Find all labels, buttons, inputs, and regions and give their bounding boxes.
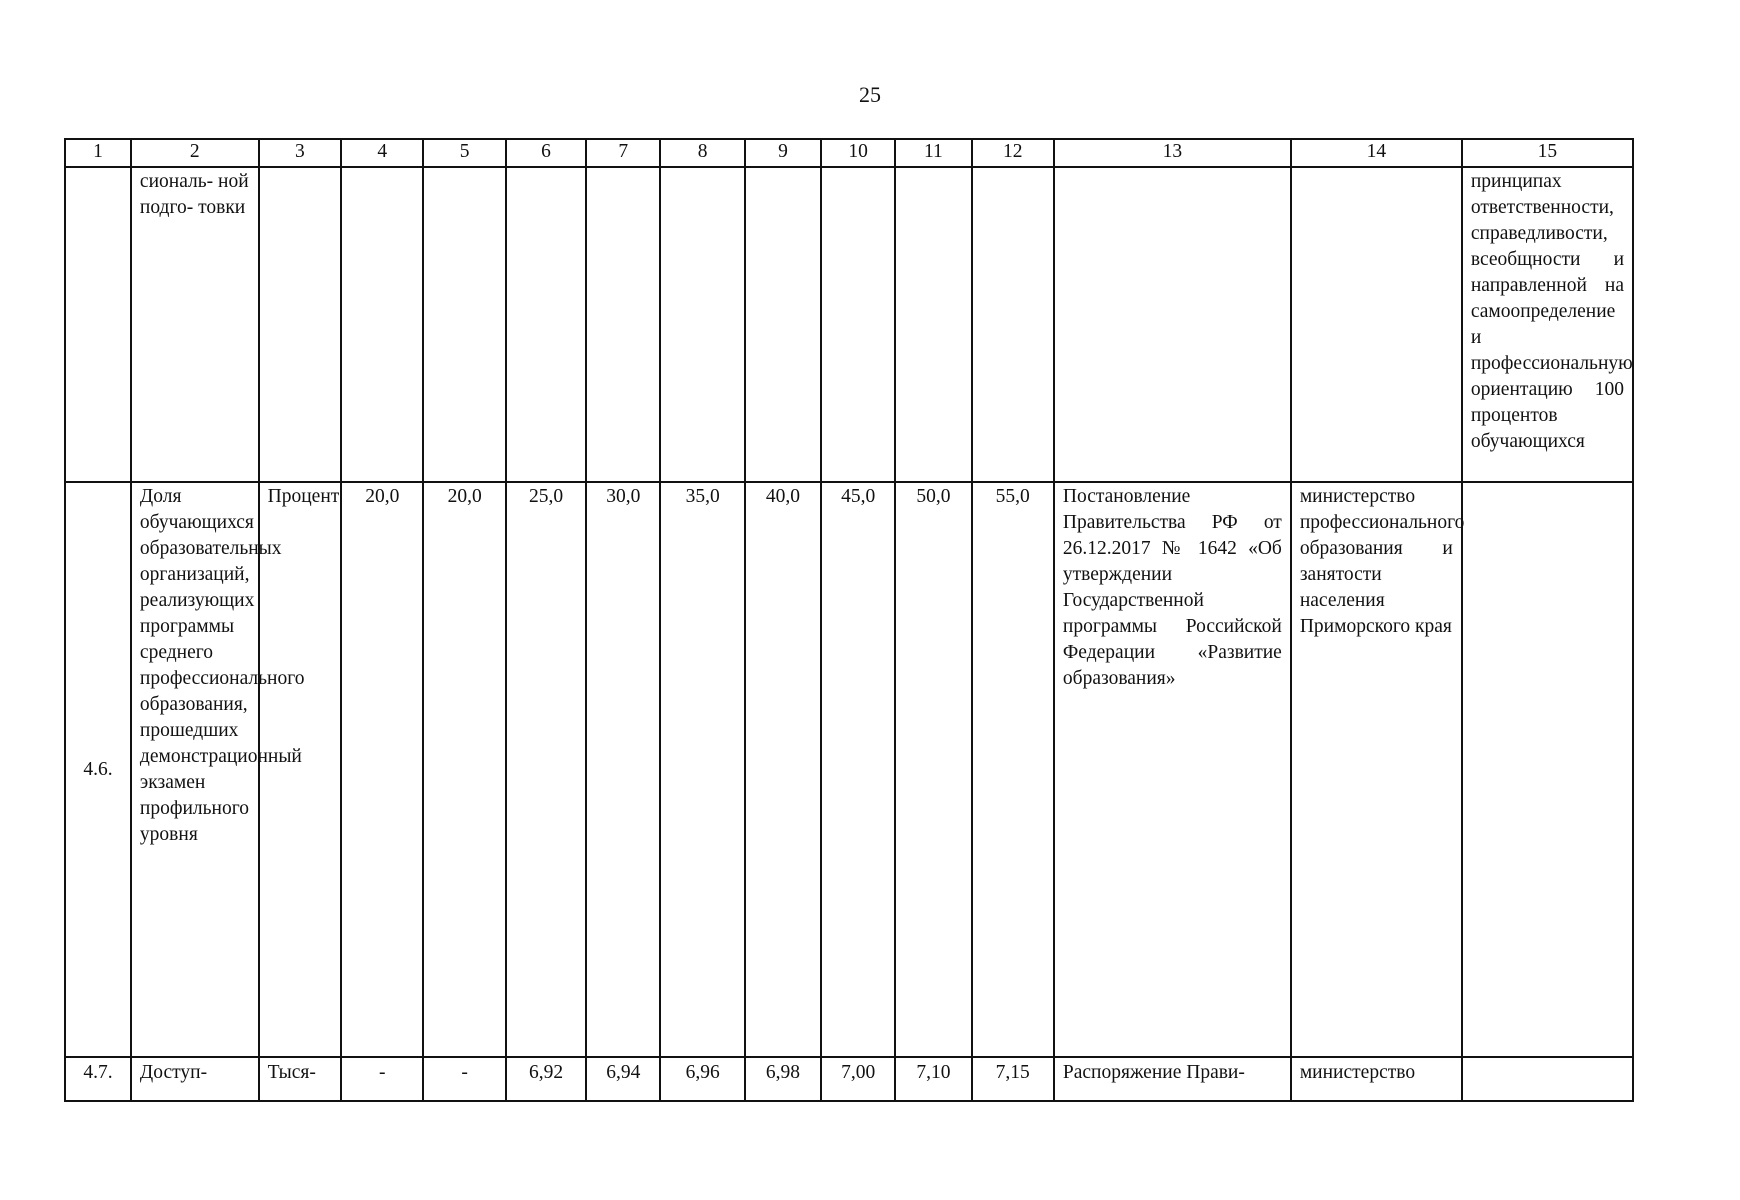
value-cell: 35,0 [660, 482, 744, 1057]
header-cell: 6 [506, 139, 586, 167]
table-cell [423, 167, 505, 482]
value-cell: 6,98 [745, 1057, 821, 1101]
responsible-cell: министерство профессионального образования и занятости населения Приморского края [1291, 482, 1462, 1057]
table-cell [1291, 167, 1462, 482]
description-cell [1462, 1057, 1633, 1101]
page-number: 25 [859, 82, 881, 107]
value-cell: 55,0 [972, 482, 1054, 1057]
value-cell: - [341, 1057, 423, 1101]
header-cell: 3 [259, 139, 341, 167]
value-cell: 6,92 [506, 1057, 586, 1101]
table-row [65, 167, 1633, 482]
table-row [65, 1057, 1633, 1101]
value-cell: 7,00 [821, 1057, 895, 1101]
indicator-name-cell: Доля обучающихся образовательных организаций, реализующих программы среднего профессионального образования, прошедших демонстрационный экзамен профильного уровня [131, 482, 259, 1057]
header-cell: 12 [972, 139, 1054, 167]
table-cell [259, 167, 341, 482]
header-cell: 1 [65, 139, 131, 167]
table-cell [586, 167, 660, 482]
indicator-name-cell: сиональ- ной подго- товки [131, 167, 259, 482]
header-row [65, 139, 1633, 167]
value-cell: 7,15 [972, 1057, 1054, 1101]
value-cell: 6,96 [660, 1057, 744, 1101]
value-cell: 30,0 [586, 482, 660, 1057]
table-row [65, 482, 1633, 1057]
header-cell: 11 [895, 139, 971, 167]
table-cell [660, 167, 744, 482]
header-cell: 9 [745, 139, 821, 167]
header-cell: 5 [423, 139, 505, 167]
value-cell: 50,0 [895, 482, 971, 1057]
header-cell: 15 [1462, 139, 1633, 167]
table-cell [1054, 167, 1291, 482]
table-cell [972, 167, 1054, 482]
value-cell: 6,94 [586, 1057, 660, 1101]
value-cell: 7,10 [895, 1057, 971, 1101]
description-cell: принципах ответственности, справедливости, всеобщности и направленной на самоопределение и профессиональную ориентацию 100 процентов обучающихся [1462, 167, 1633, 482]
indicator-table [64, 138, 1634, 1102]
value-cell: 20,0 [341, 482, 423, 1057]
row-index-cell: 4.7. [65, 1057, 131, 1101]
value-cell: 45,0 [821, 482, 895, 1057]
header-cell: 10 [821, 139, 895, 167]
indicator-name-cell: Доступ- [131, 1057, 259, 1101]
table-cell [895, 167, 971, 482]
legal-basis-cell: Распоряжение Прави- [1054, 1057, 1291, 1101]
header-cell: 7 [586, 139, 660, 167]
table-cell [745, 167, 821, 482]
header-cell: 14 [1291, 139, 1462, 167]
unit-cell: Тыся- [259, 1057, 341, 1101]
value-cell: - [423, 1057, 505, 1101]
header-cell: 4 [341, 139, 423, 167]
unit-cell: Процент [259, 482, 341, 1057]
header-cell: 2 [131, 139, 259, 167]
table-cell [821, 167, 895, 482]
row-index-cell: 4.6. [65, 482, 131, 1057]
header-cell: 13 [1054, 139, 1291, 167]
table-cell [341, 167, 423, 482]
value-cell: 40,0 [745, 482, 821, 1057]
table-cell [65, 167, 131, 482]
responsible-cell: министерство [1291, 1057, 1462, 1101]
table-cell [506, 167, 586, 482]
value-cell: 25,0 [506, 482, 586, 1057]
header-cell: 8 [660, 139, 744, 167]
description-cell [1462, 482, 1633, 1057]
legal-basis-cell: Постановление Правительства РФ от 26.12.2017 № 1642 «Об утверждении Государственной программы Российской Федерации «Развитие образования» [1054, 482, 1291, 1057]
value-cell: 20,0 [423, 482, 505, 1057]
